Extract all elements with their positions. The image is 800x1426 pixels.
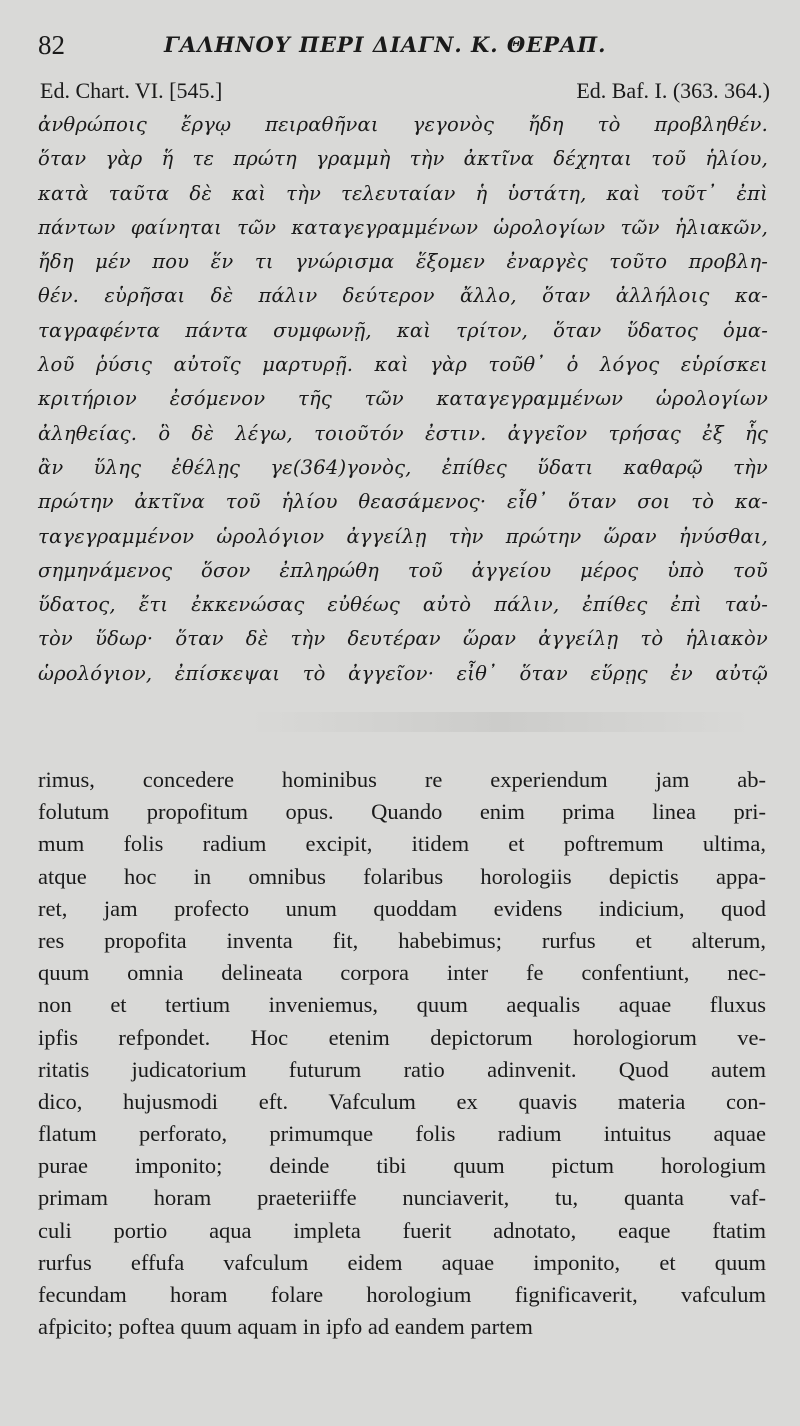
greek-text-line: ταγραφέντα πάντα συμφωνῇ, καὶ τρίτον, ὅταν ὕδατος ὁμα-: [38, 318, 768, 342]
greek-text-line: ἀληθείας. ὃ δὲ λέγω, τοιοῦτόν ἐστιν. ἀγγεῖον τρήσας ἐξ ἧς: [38, 421, 768, 445]
latin-text-line: purae imponito; deinde tibi quum pictum horologium: [38, 1153, 766, 1179]
greek-text-line: σημηνάμενος ὅσον ἐπληρώθη τοῦ ἀγγείου μέρος ὑπὸ τοῦ: [38, 558, 768, 582]
greek-text-line: κριτήριον ἐσόμενον τῆς τῶν καταγεγραμμένων ὡρολογίων: [38, 387, 768, 411]
latin-text-line: dico, hujusmodi eft. Vafculum ex quavis materia con-: [38, 1088, 766, 1114]
greek-text-block: [38, 108, 768, 691]
edition-reference-left: Ed. Chart. VI. [545.]: [40, 78, 223, 103]
greek-text-line: τὸν ὕδωρ· ὅταν δὲ τὴν δευτέραν ὥραν ἀγγείλῃ τὸ ἡλιακὸν: [38, 627, 768, 651]
latin-text-line: res propofita inventa fit, habebimus; rurfus et alterum,: [38, 927, 766, 953]
latin-text-line: non et tertium inveniemus, quum aequalis aquae fluxus: [38, 992, 766, 1018]
latin-text-line: ret, jam profecto unum quoddam evidens indicium, quod: [38, 895, 766, 921]
latin-text-line: ipfis refpondet. Hoc etenim depictorum horologiorum ve-: [38, 1024, 766, 1050]
latin-text-line: quum omnia delineata corpora inter fe confentiunt, nec-: [38, 960, 766, 986]
greek-text-line: πρώτην ἀκτῖνα τοῦ ἡλίου θεασάμενος· εἶθ᾽ ὅταν σοι τὸ κα-: [38, 490, 768, 514]
latin-text-line: atque hoc in omnibus folaribus horologiis depictis appa-: [38, 863, 766, 889]
greek-text-line: κατὰ ταῦτα δὲ καὶ τὴν τελευταίαν ἡ ὑστάτη, καὶ τοῦτ᾽ ἐπὶ: [38, 181, 768, 205]
latin-text-line: primam horam praeteriiffe nunciaverit, tu, quanta vaf-: [38, 1185, 766, 1211]
greek-text-line: ἀνθρώποις ἔργῳ πειραθῆναι γεγονὸς ἤδη τὸ προβληθέν.: [38, 113, 768, 136]
latin-text-line: flatum perforato, primumque folis radium intuitus aquae: [38, 1121, 766, 1147]
page-header: [38, 30, 770, 64]
greek-text-line: πάντων φαίνηται τῶν καταγεγραμμένων ὡρολογίων τῶν ἡλιακῶν,: [38, 215, 768, 239]
latin-text-line: ritatis judicatorium futurum ratio adinvenit. Quod autem: [38, 1056, 766, 1082]
latin-text-line: rimus, concedere hominibus re experiendum jam ab-: [38, 767, 766, 792]
latin-text-line: culi portio aqua impleta fuerit adnotato, eaque ftatim: [38, 1217, 766, 1243]
running-title: ΓΑΛΗΝΟΥ ΠΕΡΙ ΔΙΑΓΝ. Κ. ΘΕΡΑΠ.: [164, 32, 607, 57]
latin-text-line: fecundam horam folare horologium fignificaverit, vafculum: [38, 1282, 766, 1307]
page-number: 82: [38, 30, 65, 60]
greek-text-line: ἤδη μέν που ἕν τι γνώρισμα ἕξομεν ἐναργὲς τοῦτο προβλη-: [38, 250, 768, 274]
greek-text-line: λοῦ ῥύσις αὐτοῖς μαρτυρῇ. καὶ γὰρ τοῦθ᾽ ὁ λόγος εὑρίσκει: [38, 353, 768, 377]
greek-text-line: ταγεγραμμένον ὡρολόγιον ἀγγείλῃ τὴν πρώτην ὥραν ἠνύσθαι,: [38, 524, 768, 548]
greek-text-line: ὡρολόγιον, ἐπίσκεψαι τὸ ἀγγεῖον· εἶθ᾽ ὅταν εὕρῃς ἐν αὐτῷ: [38, 661, 768, 685]
edition-reference-right: Ed. Baf. I. (363. 364.): [576, 78, 770, 103]
greek-text-line: ὕδατος, ἔτι ἐκκενώσας εὐθέως αὐτὸ πάλιν, ἐπίθες ἐπὶ ταὐ-: [38, 593, 768, 617]
greek-text-line: ὅταν γὰρ ἥ τε πρώτη γραμμὴ τὴν ἀκτῖνα δέχηται τοῦ ἡλίου,: [38, 147, 768, 171]
greek-text-line: θέν. εὑρῆσαι δὲ πάλιν δεύτερον ἄλλο, ὅταν ἀλλήλοις κα-: [38, 284, 768, 308]
show-through-text: [250, 712, 750, 732]
latin-text-line: rurfus effufa vafculum eidem aquae imponito, et quum: [38, 1249, 766, 1275]
greek-text-line: ἂν ὕλης ἐθέλῃς γε(364)γονὸς, ἐπίθες ὕδατι καθαρῷ τὴν: [38, 455, 768, 479]
latin-text-line: folutum propofitum opus. Quando enim prima linea pri-: [38, 799, 766, 825]
edition-references: [40, 78, 770, 108]
latin-text-line: afpicito; poftea quum aquam in ipfo ad eandem partem: [38, 1314, 533, 1340]
latin-text-line: mum folis radium excipit, itidem et poftremum ultima,: [38, 831, 766, 857]
latin-text-block: [38, 764, 766, 1343]
